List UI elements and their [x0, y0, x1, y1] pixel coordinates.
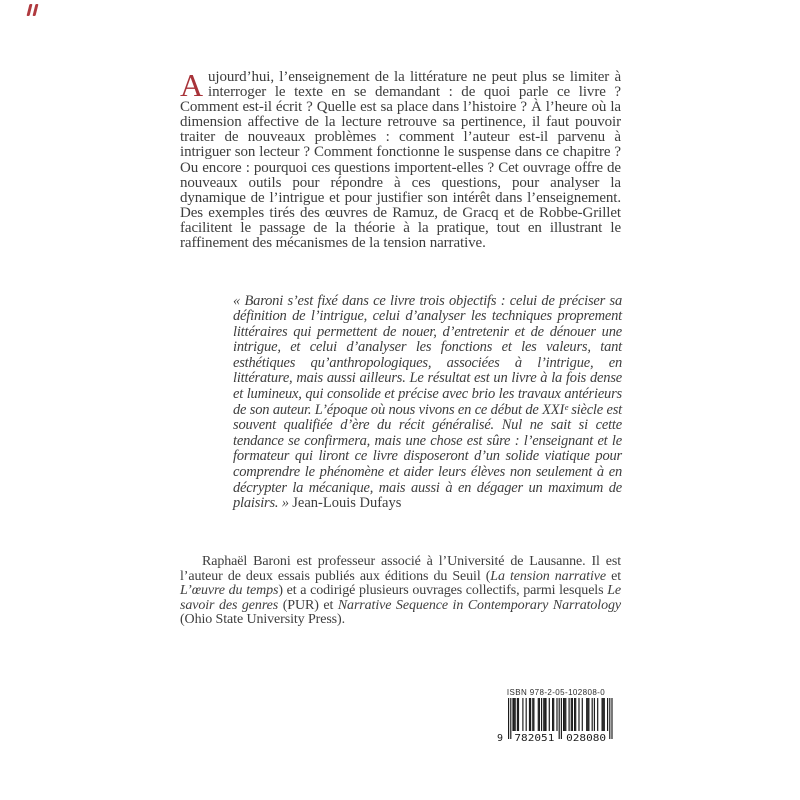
red-corner-mark [27, 4, 41, 17]
book-title: L’œuvre du temps [180, 583, 279, 599]
bio-text: (Ohio State University Press). [180, 612, 345, 628]
quote-text: « Baroni s’est fixé dans ce livre trois objectifs : celui de préciser sa définition de l’intrigue, celui d’analyser les techniques proprement littéraires qui permettent de nouer, d’entretenir et de dénouer une intrigue, et celui d’analyser les fonctions et les valeurs, tant esthétiques qu’anthropologiques, associées à l’intrigue, en littérature, mais aussi ailleurs. Le résultat est un livre à la fois dense et lumineux, qui consolide et précise avec brio les travaux antérieurs de son auteur. L’époque où nous vivons en ce début de XXIᵉ siècle est souvent qualifiée d’ère du récit généralisé. Nul ne sait si cette tendance se confirmera, mais une chose est sûre : l’enseignant et le formateur qui liront ce livre disposeront d’un solide viatique pour comprendre le phénomène et aider leurs élèves non seulement à en décrypter la mécanique, mais aussi à en dégager un maximum de plaisirs. » [233, 292, 622, 512]
intro-paragraph [180, 67, 621, 252]
isbn-label: ISBN 978-2-05-102808-0 [506, 688, 606, 697]
book-title: Narrative Sequence in Contemporary Narratology [337, 597, 621, 613]
red-corner-mark-stroke [27, 4, 33, 16]
bio-text: Raphaël Baroni est professeur associé à l’Université de Lausanne. Il est l’auteur de deux essais publiés aux éditions du Seuil ( [180, 554, 621, 584]
bio-text: ) et a codirigé plusieurs ouvrages collectifs, parmi lesquels [278, 583, 608, 599]
review-quote [233, 294, 622, 512]
isbn-barcode-block [494, 688, 618, 744]
author-bio [180, 555, 621, 628]
intro-text: ujourd’hui, l’enseignement de la littérature ne peut plus se limiter à interroger le texte en se demandant : de quoi parle ce livre ? Comment est-il écrit ? Quelle est sa place dans l’histoire ? À l’heure où la dimension affective de la lecture retrouve sa pertinence, il faut pouvoir traiter de nouveaux problèmes : comment l’auteur est-il parvenu à intriguer son lecteur ? Comment fonctionne le suspense dans ce chapitre ? Ou encore : pourquoi ces questions importent-elles ? Cet ouvrage offre de nouveaux outils pour répondre à ces questions, pour analyser la dynamique de l’intrigue et pour justifier son intérêt dans l’enseignement. Des exemples tirés des œuvres de Ramuz, de Gracq et de Robbe-Grillet facilitent le passage de la théorie à la pratique, tout en illustrant le raffinement des mécanismes de la tension narrative. [180, 69, 621, 252]
bio-text: et [605, 568, 621, 584]
svg-text:9: 9 [497, 733, 504, 744]
book-title: Le savoir des genres [180, 583, 621, 613]
ean13-barcode [496, 698, 616, 744]
book-title: La tension narrative [490, 568, 606, 584]
svg-text:782051: 782051 [514, 733, 555, 744]
quote-attribution: Jean-Louis Dufays [292, 495, 402, 512]
drop-cap-letter: A [180, 67, 204, 103]
red-corner-mark-stroke [33, 4, 39, 16]
svg-text:028080: 028080 [566, 733, 607, 744]
bio-text: (PUR) et [278, 597, 338, 613]
